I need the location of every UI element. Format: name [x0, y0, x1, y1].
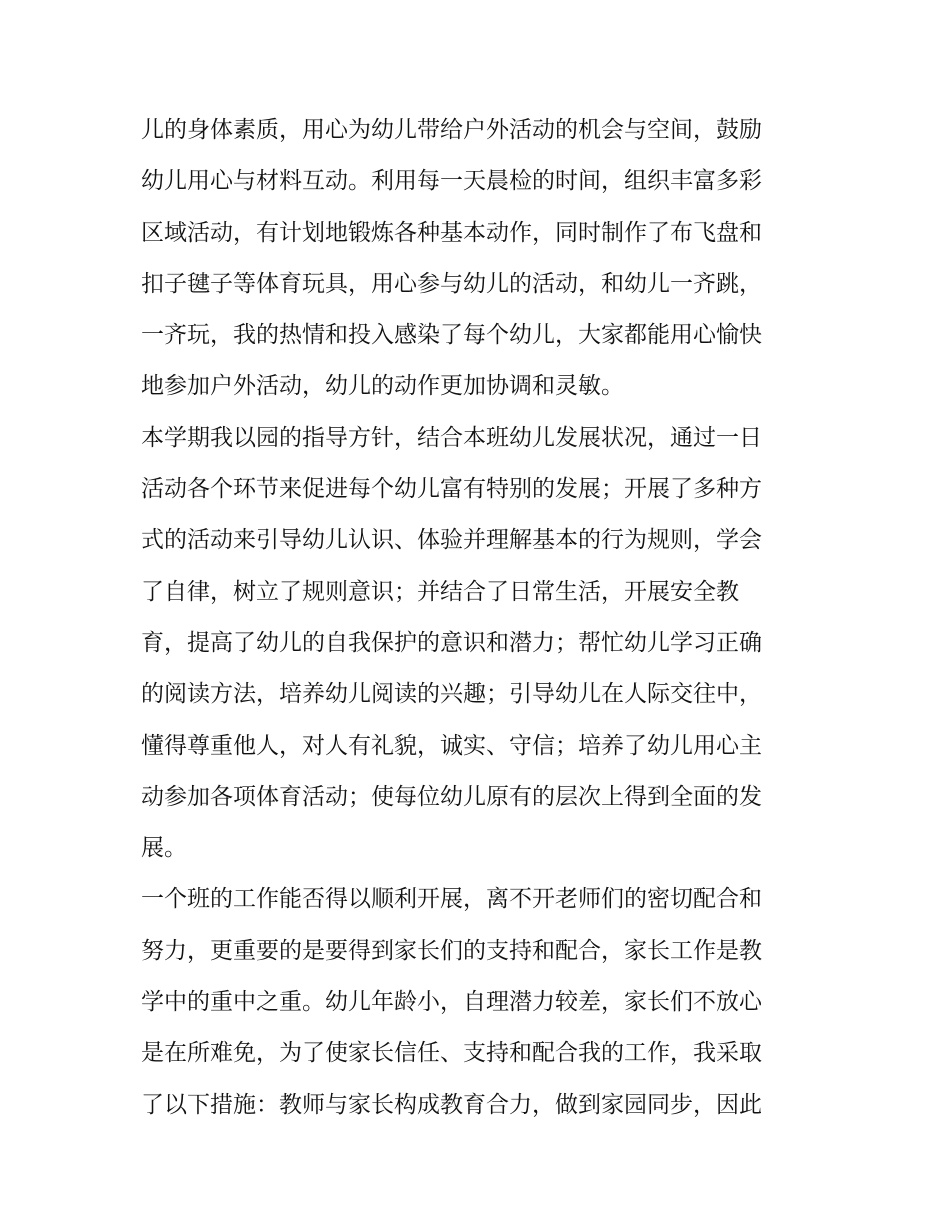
text-line: 懂得尊重他人，对人有礼貌，诚实、守信；培养了幼儿用心主 [141, 732, 762, 759]
text-line: 学中的重中之重。幼儿年龄小，自理潜力较差，家长们不放心 [141, 989, 762, 1016]
text-line: 幼儿用心与材料互动。利用每一天晨检的时间，组织丰富多彩 [141, 168, 762, 195]
text-line: 一个班的工作能否得以顺利开展，离不开老师们的密切配合和 [141, 886, 762, 913]
body-text [141, 105, 831, 1131]
text-line: 本学期我以园的指导方针，结合本班幼儿发展状况，通过一日 [141, 424, 762, 451]
text-line: 地参加户外活动，幼儿的动作更加协调和灵敏。 [141, 373, 624, 400]
text-line: 活动各个环节来促进每个幼儿富有特别的发展；开展了多种方 [141, 476, 762, 503]
text-line: 一齐玩，我的热情和投入感染了每个幼儿，大家都能用心愉快 [141, 322, 762, 349]
text-line: 是在所难免，为了使家长信任、支持和配合我的工作，我采取 [141, 1040, 762, 1067]
text-line: 努力，更重要的是要得到家长们的支持和配合，家长工作是教 [141, 937, 762, 964]
text-line: 了自律，树立了规则意识；并结合了日常生活，开展安全教 [141, 578, 739, 605]
text-line: 育，提高了幼儿的自我保护的意识和潜力；帮忙幼儿学习正确 [141, 629, 762, 656]
text-line: 展。 [141, 835, 187, 862]
text-line: 式的活动来引导幼儿认识、体验并理解基本的行为规则，学会 [141, 527, 762, 554]
text-line: 扣子毽子等体育玩具，用心参与幼儿的活动，和幼儿一齐跳， [141, 270, 762, 297]
text-line: 动参加各项体育活动；使每位幼儿原有的层次上得到全面的发 [141, 783, 762, 810]
text-line: 区域活动，有计划地锻炼各种基本动作，同时制作了布飞盘和 [141, 219, 762, 246]
text-line: 儿的身体素质，用心为幼儿带给户外活动的机会与空间，鼓励 [141, 117, 762, 143]
text-line: 的阅读方法，培养幼儿阅读的兴趣；引导幼儿在人际交往中， [141, 681, 762, 708]
text-line: 了以下措施：教师与家长构成教育合力，做到家园同步，因此 [141, 1091, 762, 1118]
